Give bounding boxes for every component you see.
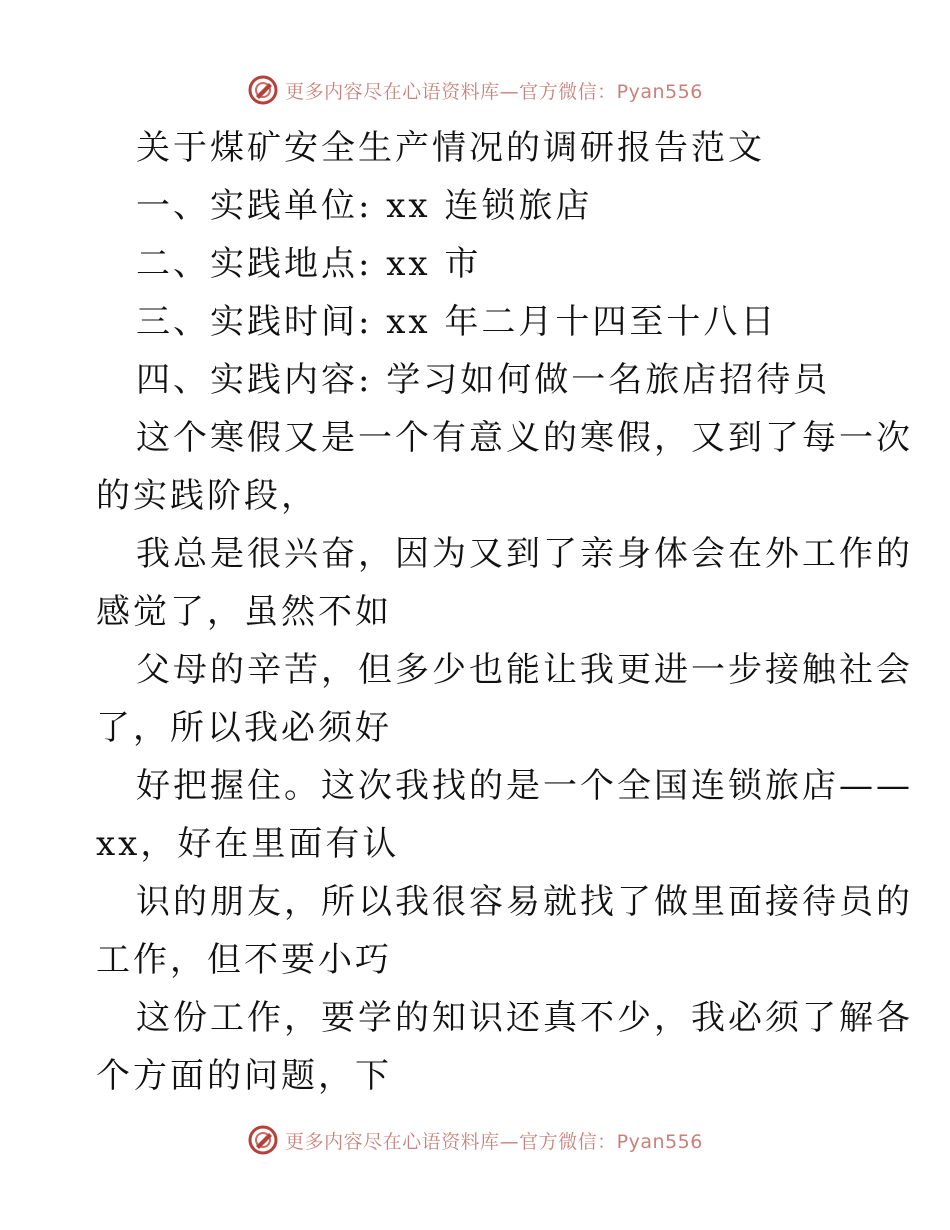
banner-text: 更多内容尽在心语资料库—官方微信：Pyan556 xyxy=(285,1130,703,1153)
paragraph-line: 的实践阶段， xyxy=(96,476,318,516)
paragraph-line: 好把握住。这次我找的是一个全国连锁旅店—— xyxy=(136,766,913,806)
header-banner xyxy=(0,70,950,110)
list-item: 三、实践时间: xx 年二月十四至十八日 xyxy=(136,302,778,342)
banner-text: 更多内容尽在心语资料库—官方微信：Pyan556 xyxy=(285,80,703,103)
paragraph-line: 父母的辛苦，但多少也能让我更进一步接触社会 xyxy=(136,650,913,690)
brand-logo-icon xyxy=(247,1124,279,1156)
footer-banner xyxy=(0,1120,950,1160)
paragraph-line: 识的朋友，所以我很容易就找了做里面接待员的 xyxy=(136,882,913,922)
list-item: 四、实践内容: 学习如何做一名旅店招待员 xyxy=(136,360,831,400)
paragraph-line: 这个寒假又是一个有意义的寒假，又到了每一次 xyxy=(136,418,913,458)
brand-logo-icon xyxy=(247,74,279,106)
paragraph-line: xx，好在里面有认 xyxy=(96,824,400,864)
paragraph-line: 感觉了，虽然不如 xyxy=(96,592,392,632)
document-title: 关于煤矿安全生产情况的调研报告范文 xyxy=(136,128,765,168)
paragraph-line: 了，所以我必须好 xyxy=(96,708,392,748)
paragraph-line: 我总是很兴奋，因为又到了亲身体会在外工作的 xyxy=(136,534,913,574)
document-body xyxy=(96,119,913,1105)
paragraph-line: 个方面的问题，下 xyxy=(96,1056,392,1096)
list-item: 一、实践单位: xx 连锁旅店 xyxy=(136,186,593,226)
list-item: 二、实践地点: xx 市 xyxy=(136,244,482,284)
paragraph-line: 这份工作，要学的知识还真不少，我必须了解各 xyxy=(136,998,913,1038)
paragraph-line: 工作，但不要小巧 xyxy=(96,940,392,980)
